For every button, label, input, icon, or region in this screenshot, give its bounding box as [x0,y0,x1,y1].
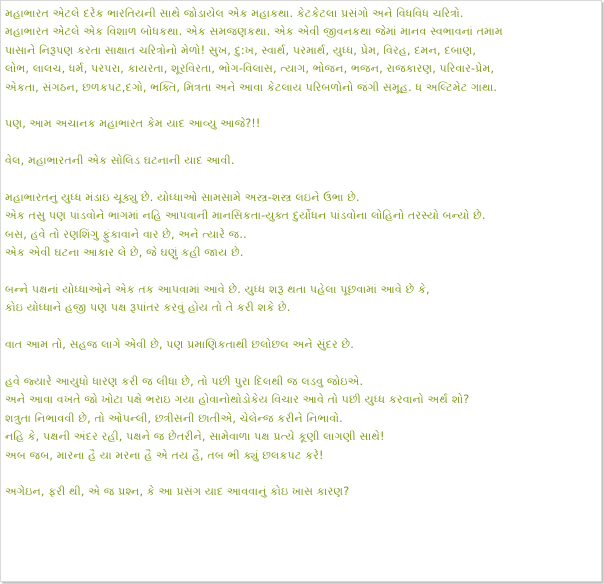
paragraph-recall [5,152,595,170]
paragraph-fight [5,373,595,465]
paragraph-war-begins [5,189,595,263]
text-line: વાત આમ તો, સહજ લાગે એવી છે, પણ પ્રમાણિકતાથી છલોછલ અને સુંદર છે. [5,338,354,352]
text-line: હવે જ્યારે આયુધો ધારણ કરી જ લીધા છે, તો પછી પુરા દિલથી જ લડવુ જોઇએ. [5,375,364,389]
text-line: અને આવા વખતે જો ખોટા પક્ષે ભરાઇ ગયા હોવાનોથોડોકેય વિચાર આવે તો પછી યુધ્ધ કરવાનો અર્થ શો? [5,393,470,407]
text-line: પાસાને નિરૂપણ કરતા સાક્ષાત ચરિત્રોનો મેળો! સુખ, દુ:ખ, સ્વાર્થ, પરમાર્થ, યુધ્ધ, પ્રેમ, વિરહ, દમન, દબાણ, [5,43,477,57]
text-line: શત્રુતા નિભાવવી છે, તો ઓપન્લી, છત્રીસની છાતીએ, ચેલેન્જ કરીને નિભાવો. [5,411,343,425]
text-line: પણ, આમ અચાનક મહાભારત કેમ યાદ આવ્યુ આજે?!! [5,117,261,131]
text-line: લોભ, લાલચ, ધર્મ, પરપરા, કાયરતા, શૂરવિરતા, ભોગ-વિલાસ, ત્યાગ, ભોજન, ભજન, રાજકારણ, પરિવાર-પ્રેમ, [5,62,495,76]
paragraph-chance [5,281,595,318]
text-line: બન્ને પક્ષનાં યોધ્ધાઓને એક તક આપવામાં આવે છે. યુધ્ધ શરૂ થતા પહેલા પૂછવામાં આવે છે કે, [5,283,430,297]
text-line: વેલ, મહાભારતની એક સોલિડ ઘટનાની યાદ આવી. [5,154,235,168]
text-line: નહિ કે, પક્ષની અંદર રહી, પક્ષને જ છેતરીને, સામેવાળા પક્ષ પ્રત્યે કૂણી લાગણી સાથે! [5,430,385,444]
paragraph-intro [5,5,595,97]
text-line: એક તસુ પણ પાંડવોને ભાગમાં નહિ આપવાની માનસિકતા-યુક્ત દુર્યોધન પાંડવોના લોહિનો તરસ્યો બન્યો છે. [5,209,486,223]
paragraph-question [5,115,595,133]
text-line: એક એવી ઘટના આકાર લે છે, જે ઘણું કહી જાય છે. [5,246,244,260]
paragraph-honesty [5,336,595,354]
text-line: મહાભારત એટલે દરેક ભારતિયની સાથે જોડાયેલ એક મહાકથા. કેટકેટલા પ્રસંગો અને વિધવિધ ચરિત્રો. [5,7,464,20]
text-line: અબ જબ, મારના હૈ યા મરના હૈ એ તય હૈ, તબ ભી ક્યું છલકપટ કરે! [5,448,324,462]
text-line: એકતા, સંગઠન, છળકપટ,દગો, ભક્તિ, મિત્રતા અને આવા કેટલાય પરિબળોનો જંગી સમૂહ. ધ અલ્ટિમેટ ગાથા. [5,80,498,94]
text-line: મહાભારત એટલે એક વિશાળ બોધકથા. એક સમજણકથા. એક એવી જીવનકથા જેમાં માનવ સ્વભાવનાં તમામ [5,25,503,39]
text-line: બસ, હવે તો રણશિંગુ ફુંકાવાને વાર છે, અને ત્યારે જ.. [5,227,247,241]
article-text [5,5,595,520]
text-line: કોઇ યોધ્ધાને હજી પણ પક્ષ રૂપાંતર કરવું હોય તો તે કરી શકે છે. [5,301,291,315]
paragraph-again [5,483,595,501]
text-line: અગેઇન, ફરી થી, એ જ પ્રશ્ન, કે આ પ્રસંગ યાદ આવવાનું કોઇ ખાસ કારણ? [5,485,350,499]
text-line: મહાભારતનું યુધ્ધ મંડાઇ ચૂક્યુ છે. યોધ્ધાઓ સામસામે અસ્ત્ર-શસ્ત્ર લઇને ઉભા છે. [5,191,360,205]
